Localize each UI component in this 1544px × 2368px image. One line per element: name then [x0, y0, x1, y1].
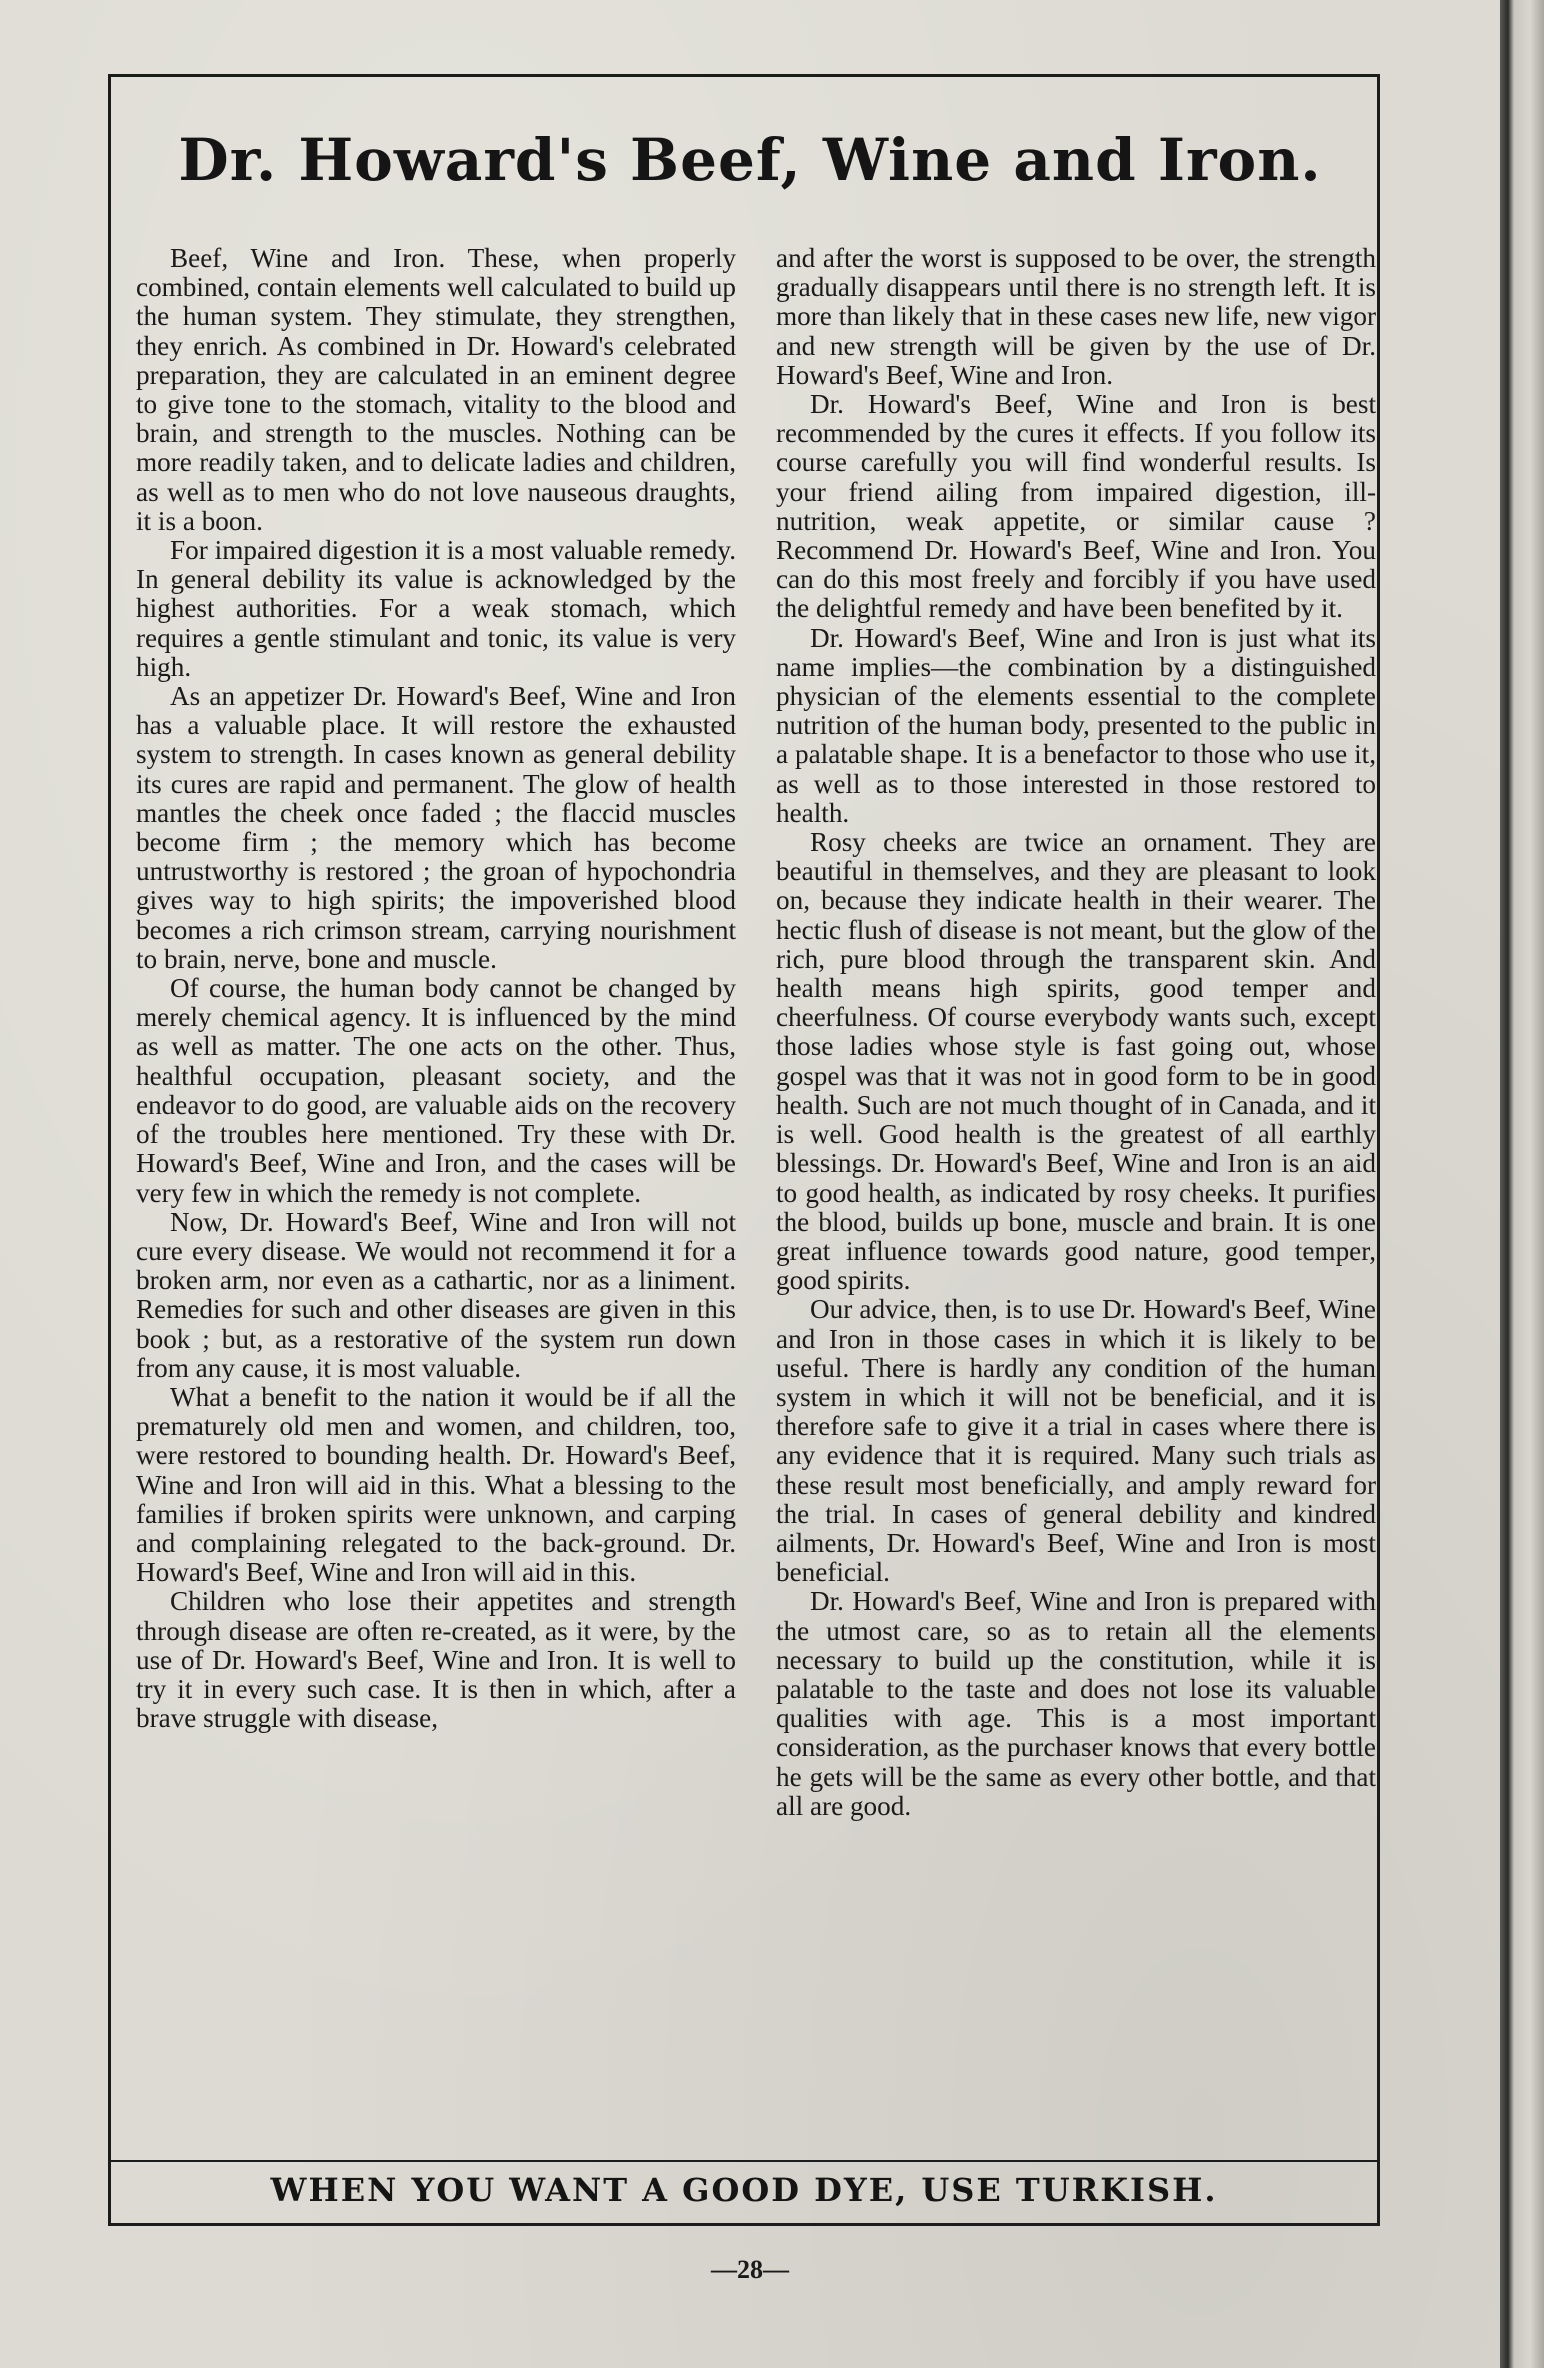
paragraph: Now, Dr. Howard's Beef, Wine and Iron will not cure every disease. We would not recommend it for a broken arm, nor even as a cathartic, nor as a liniment. Remedies for such and other diseases are given in this book ; but, as a restorative of the system run down from any cause, it is most valuable. [136, 1206, 736, 1383]
paragraph: Our advice, then, is to use Dr. Howard's Beef, Wine and Iron in those cases in which it is likely to be useful. There is hardly any condition of the human system in which it will not be beneficial, and it is therefore safe to give it a trial in cases where there is any evidence that it is required. Many such trials as these result most beneficially, and amply reward for the trial. In cases of general debility and kindred ailments, Dr. Howard's Beef, Wine and Iron is most beneficial. [776, 1294, 1376, 1588]
paragraph: For impaired digestion it is a most valuable remedy. In general debility its value is acknowledged by the highest authorities. For a weak stomach, which requires a gentle stimulant and tonic, its value is very high. [136, 535, 736, 682]
paragraph: Dr. Howard's Beef, Wine and Iron is best recommended by the cures it effects. If you follow its course carefully you will find wonderful results. Is your friend ailing from impaired digestion, ill-nutrition, weak appetite, or similar cause ? Recommend Dr. Howard's Beef, Wine and Iron. You can do this most freely and forcibly if you have used the delightful remedy and have been benefited by it. [776, 389, 1376, 624]
paragraph: Dr. Howard's Beef, Wine and Iron is just what its name implies—the combination by a distinguished physician of the elements essential to the complete nutrition of the human body, presented to the public in a palatable shape. It is a benefactor to those who use it, as well as to those interested in those restored to health. [776, 622, 1376, 828]
paragraph: As an appetizer Dr. Howard's Beef, Wine and Iron has a valuable place. It will restore the exhausted system to strength. In cases known as general debility its cures are rapid and permanent. The glow of health mantles the cheek once faded ; the flaccid muscles become firm ; the memory which has become untrustworthy is restored ; the groan of hypochondria gives way to high spirits; the impoverished blood becomes a rich crimson stream, carrying nourishment to brain, nerve, bone and muscle. [136, 681, 736, 974]
paragraph: Dr. Howard's Beef, Wine and Iron is prepared with the utmost care, so as to retain all the elements necessary to build up the constitution, while it is palatable to the taste and does not lose its valuable qualities with age. This is a most important consideration, as the purchaser knows that every bottle he gets will be the same as every other bottle, and that all are good. [776, 1586, 1376, 1821]
article-body [136, 244, 1376, 2144]
left-column [136, 244, 736, 2134]
paragraph: Beef, Wine and Iron. These, when properly combined, contain elements well calculated to build up the human system. They stimulate, they strengthen, they enrich. As combined in Dr. Howard's celebrated preparation, they are calculated in an eminent degree to give tone to the stomach, vitality to the blood and brain, and strength to the muscles. Nothing can be more readily taken, and to delicate ladies and children, as well as to men who do not love nauseous draughts, it is a boon. [136, 244, 736, 536]
page-title: Dr. Howard's Beef, Wine and Iron. [178, 126, 1322, 194]
footer-divider [108, 2160, 1380, 2162]
page-number: —28— [711, 2255, 789, 2284]
paragraph: Of course, the human body cannot be changed by merely chemical agency. It is influenced by the mind as well as matter. The one acts on the other. Thus, healthful occupation, pleasant society, and the endeavor to do good, are valuable aids on the recovery of the troubles here mentioned. Try these with Dr. Howard's Beef, Wine and Iron, and the cases will be very few in which the remedy is not complete. [136, 973, 736, 1208]
footer-advertisement: WHEN YOU WANT A GOOD DYE, USE TURKISH. [270, 2171, 1218, 2209]
paragraph: Children who lose their appetites and strength through disease are often re-created, as it were, by the use of Dr. Howard's Beef, Wine and Iron. It is well to try it in every such case. It is then in which, after a brave struggle with disease, [136, 1586, 736, 1734]
book-spine-edge [1500, 0, 1544, 2368]
paragraph-continued: and after the worst is supposed to be over, the strength gradually disappears until there is no strength left. It is more than likely that in these cases new life, new vigor and new strength will be given by the use of Dr. Howard's Beef, Wine and Iron. [776, 244, 1376, 390]
paragraph: What a benefit to the nation it would be if all the prematurely old men and women, and children, too, were restored to bounding health. Dr. Howard's Beef, Wine and Iron will aid in this. What a blessing to the families if broken spirits were unknown, and carping and complaining relegated to the back-ground. Dr. Howard's Beef, Wine and Iron will aid in this. [136, 1381, 736, 1588]
right-column [776, 244, 1376, 2134]
paragraph: Rosy cheeks are twice an ornament. They are beautiful in themselves, and they are pleasant to look on, because they indicate health in their wearer. The hectic flush of disease is not meant, but the glow of the rich, pure blood through the transparent skin. And health means high spirits, good temper and cheerfulness. Of course everybody wants such, except those ladies whose style is fast going out, whose gospel was that it was not in good form to be in good health. Such are not much thought of in Canada, and it is well. Good health is the greatest of all earthly blessings. Dr. Howard's Beef, Wine and Iron is an aid to good health, as indicated by rosy cheeks. It purifies the blood, builds up bone, muscle and brain. It is one great influence towards good nature, good temper, good spirits. [776, 827, 1376, 1296]
